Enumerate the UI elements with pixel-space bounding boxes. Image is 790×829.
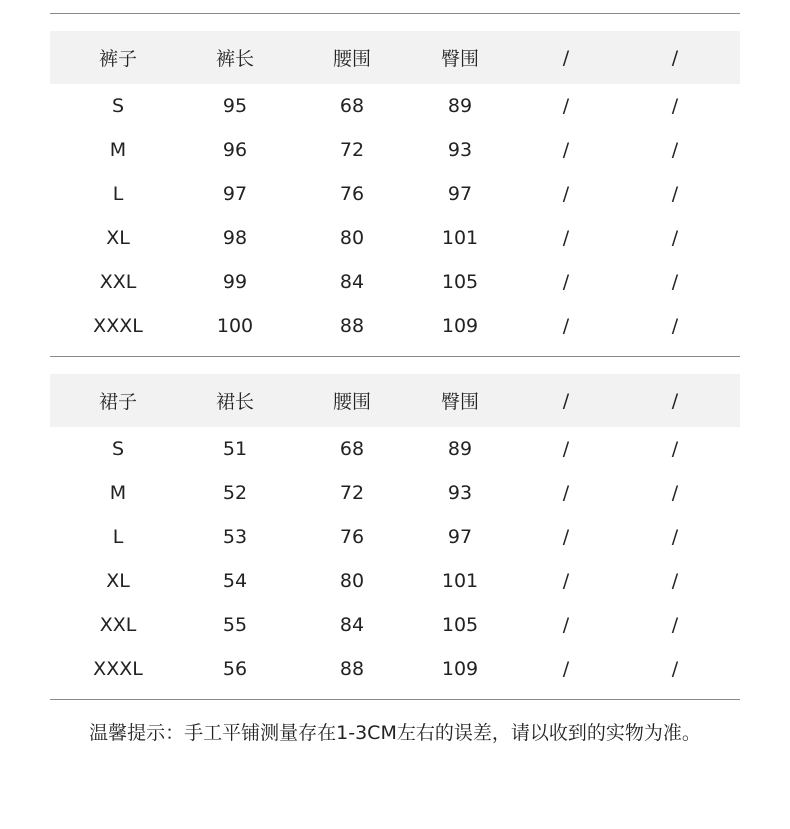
table-cell: 55 — [222, 614, 248, 636]
table-header-row — [50, 31, 740, 84]
top-divider — [50, 13, 740, 14]
middle-divider — [50, 356, 740, 357]
table-cell: 53 — [222, 526, 248, 548]
table-cell: 89 — [447, 438, 473, 460]
table-cell: / — [671, 95, 679, 117]
table-cell: 72 — [339, 139, 365, 161]
header-cell: 裤长 — [215, 48, 255, 70]
table-cell: XXXL — [93, 658, 143, 680]
table-cell: 68 — [339, 438, 365, 460]
table-cell: / — [671, 614, 679, 636]
table-cell: / — [671, 271, 679, 293]
table-cell: 105 — [441, 271, 479, 293]
table-cell: / — [671, 438, 679, 460]
table-cell: 54 — [222, 570, 248, 592]
table-cell: S — [111, 438, 125, 460]
table-cell: / — [562, 438, 570, 460]
header-cell: / — [562, 389, 570, 412]
measurement-notice: 温馨提示：手工平铺测量存在1-3CM左右的误差，请以收到的实物为准。 — [89, 722, 701, 744]
table-cell: 76 — [339, 183, 365, 205]
table-cell: / — [671, 183, 679, 205]
table-row — [50, 84, 740, 128]
table-cell: XXL — [99, 614, 137, 636]
table-cell: XXL — [99, 271, 137, 293]
table-row — [50, 647, 740, 691]
table-cell: 97 — [447, 526, 473, 548]
table-row — [50, 427, 740, 471]
table-cell: 101 — [441, 570, 479, 592]
table-cell: / — [671, 482, 679, 504]
header-cell: / — [671, 389, 679, 412]
table-cell: 51 — [222, 438, 248, 460]
table-cell: XL — [106, 227, 130, 249]
table-cell: / — [562, 315, 570, 337]
table-cell: XXXL — [93, 315, 143, 337]
table-cell: / — [562, 139, 570, 161]
table-cell: 89 — [447, 95, 473, 117]
table-row — [50, 128, 740, 172]
table-cell: 105 — [441, 614, 479, 636]
table-cell: / — [562, 658, 570, 680]
table-row — [50, 216, 740, 260]
table-cell: 88 — [339, 315, 365, 337]
table-cell: / — [562, 526, 570, 548]
table-cell: / — [562, 227, 570, 249]
table-cell: 97 — [447, 183, 473, 205]
table-cell: / — [671, 526, 679, 548]
header-cell: 臀围 — [440, 391, 480, 413]
table-cell: / — [562, 570, 570, 592]
table-cell: 68 — [339, 95, 365, 117]
table-cell: 97 — [222, 183, 248, 205]
table-cell: 84 — [339, 614, 365, 636]
header-cell: 裙子 — [98, 391, 138, 413]
table-row — [50, 515, 740, 559]
table-cell: 100 — [216, 315, 254, 337]
table-cell: / — [671, 570, 679, 592]
table-cell: 80 — [339, 227, 365, 249]
header-cell: 腰围 — [332, 391, 372, 413]
header-cell: 裙长 — [215, 391, 255, 413]
table-cell: 93 — [447, 139, 473, 161]
bottom-divider — [50, 699, 740, 700]
table-row — [50, 260, 740, 304]
skirt-size-table — [50, 374, 740, 691]
table-cell: M — [109, 482, 127, 504]
table-cell: / — [671, 227, 679, 249]
table-cell: 109 — [441, 315, 479, 337]
table-cell: XL — [106, 570, 130, 592]
header-cell: / — [562, 46, 570, 69]
table-cell: / — [562, 95, 570, 117]
table-cell: 88 — [339, 658, 365, 680]
table-cell: 95 — [222, 95, 248, 117]
header-cell: / — [671, 46, 679, 69]
table-row — [50, 603, 740, 647]
table-header-row — [50, 374, 740, 427]
table-cell: / — [562, 183, 570, 205]
table-row — [50, 559, 740, 603]
table-cell: / — [562, 271, 570, 293]
table-row — [50, 471, 740, 515]
table-cell: M — [109, 139, 127, 161]
table-row — [50, 172, 740, 216]
table-cell: 101 — [441, 227, 479, 249]
table-cell: L — [112, 183, 124, 205]
table-cell: / — [562, 482, 570, 504]
table-row — [50, 304, 740, 348]
table-cell: / — [562, 614, 570, 636]
table-cell: 52 — [222, 482, 248, 504]
table-cell: 76 — [339, 526, 365, 548]
table-cell: 80 — [339, 570, 365, 592]
header-cell: 臀围 — [440, 48, 480, 70]
table-cell: 109 — [441, 658, 479, 680]
header-cell: 腰围 — [332, 48, 372, 70]
table-cell: 99 — [222, 271, 248, 293]
pants-size-table — [50, 31, 740, 348]
header-cell: 裤子 — [98, 48, 138, 70]
table-cell: L — [112, 526, 124, 548]
table-cell: 84 — [339, 271, 365, 293]
table-cell: S — [111, 95, 125, 117]
table-cell: / — [671, 315, 679, 337]
table-cell: 93 — [447, 482, 473, 504]
table-cell: 72 — [339, 482, 365, 504]
table-cell: 56 — [222, 658, 248, 680]
table-cell: 96 — [222, 139, 248, 161]
table-cell: 98 — [222, 227, 248, 249]
table-cell: / — [671, 139, 679, 161]
table-cell: / — [671, 658, 679, 680]
